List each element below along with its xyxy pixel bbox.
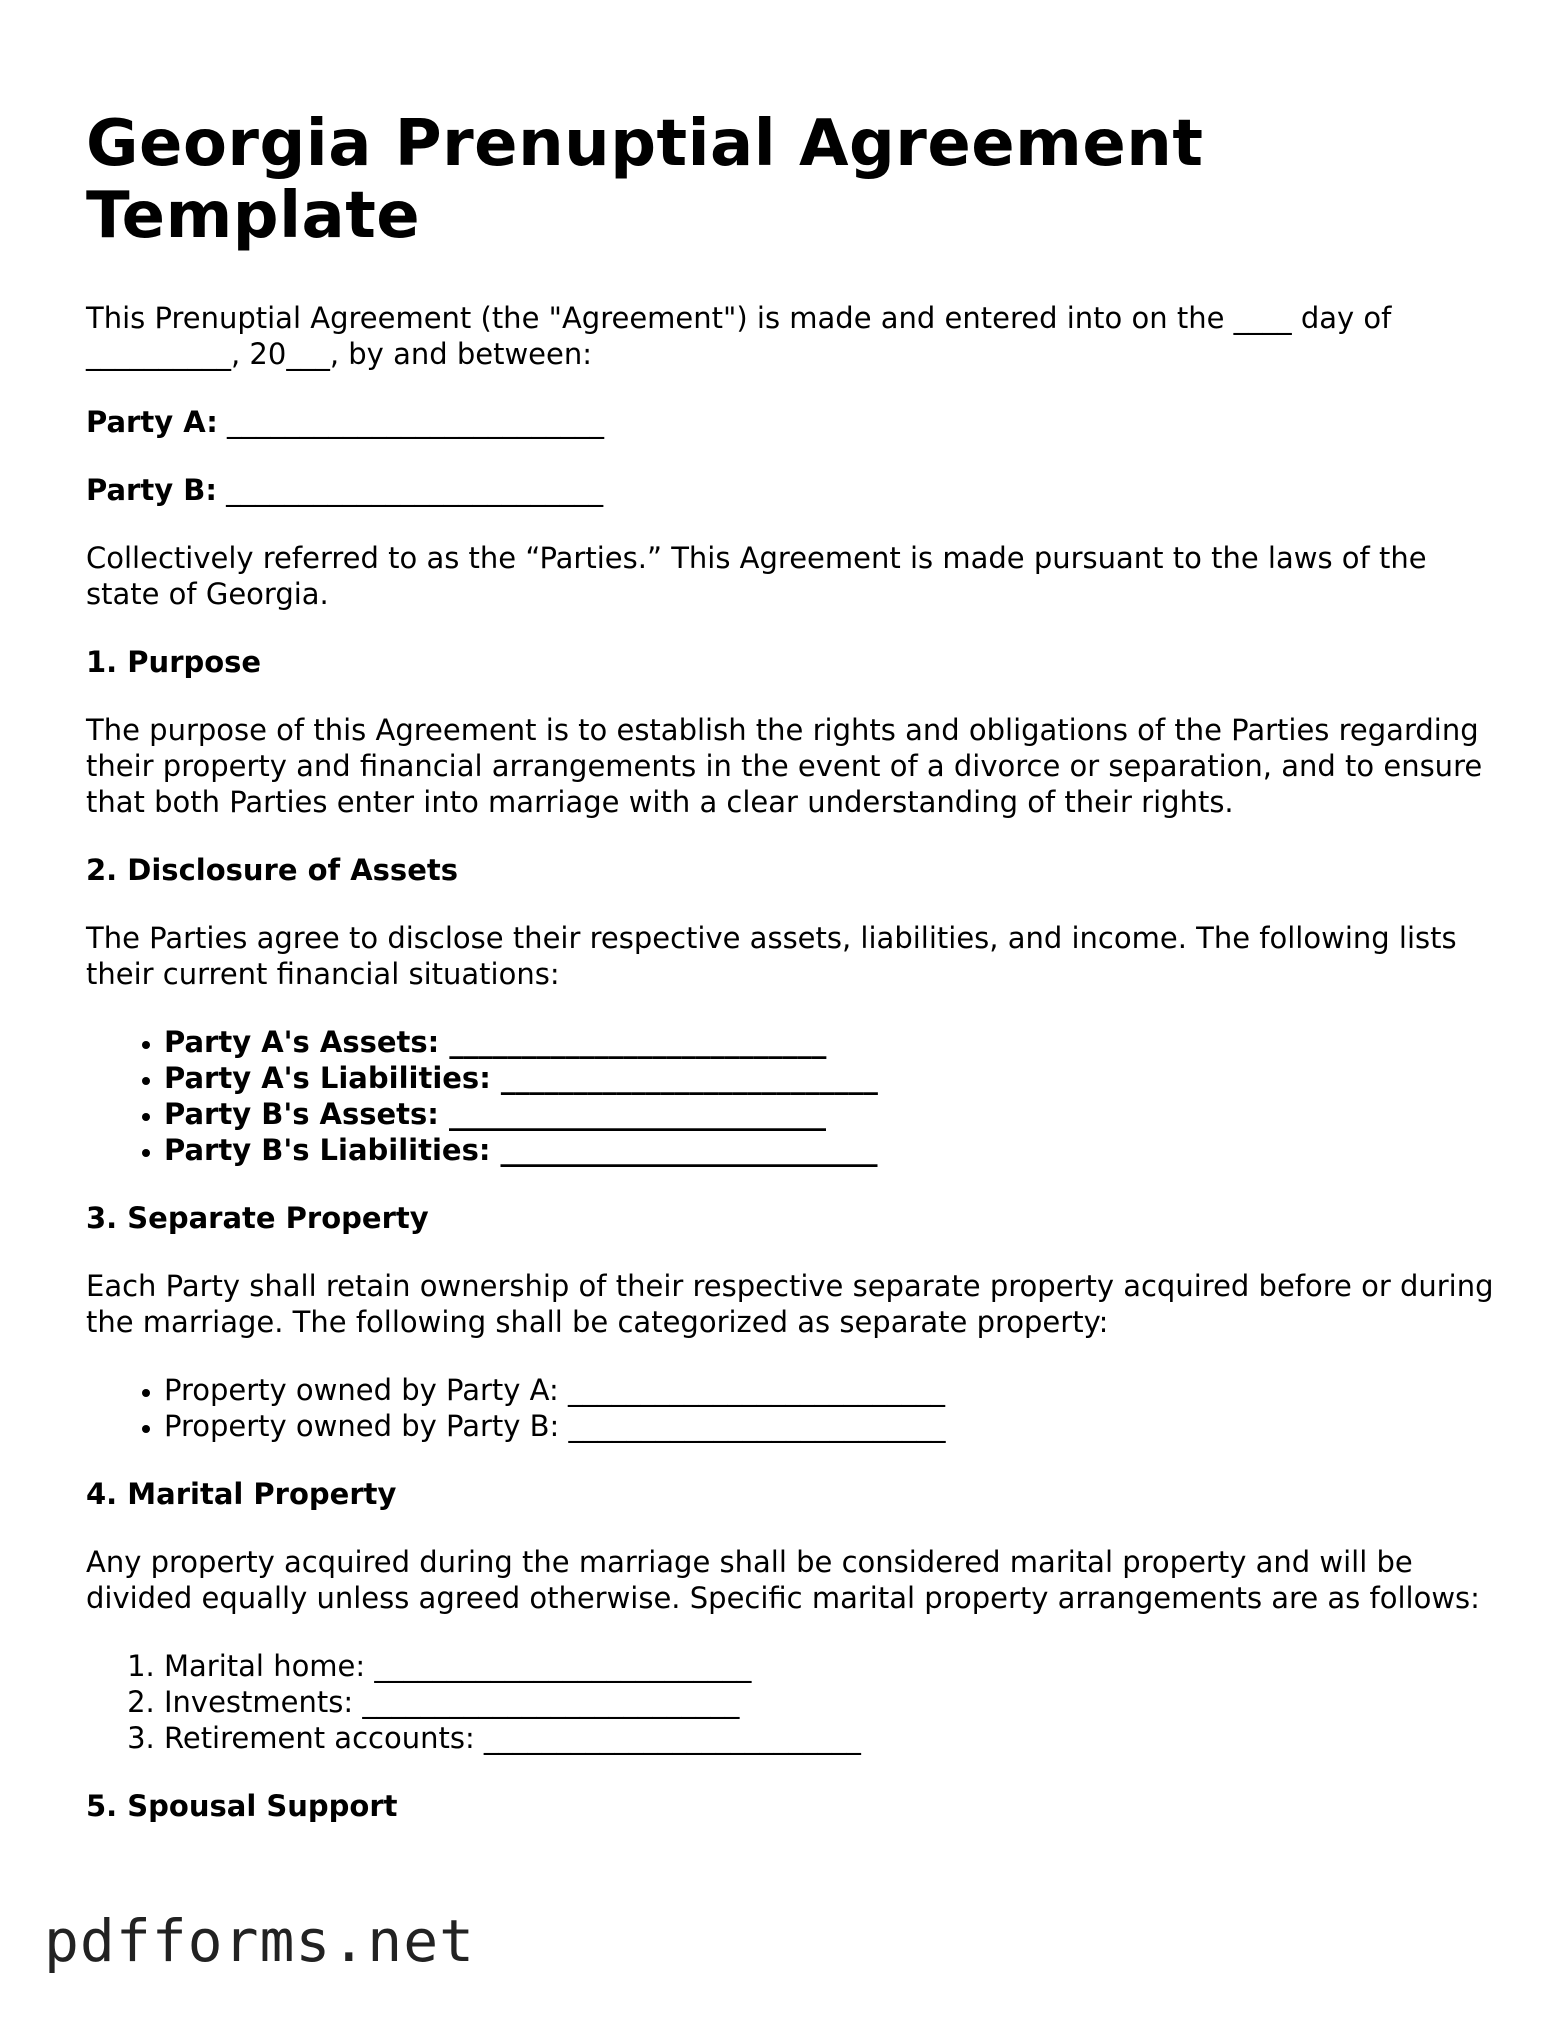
marital-property-list (86, 1648, 1496, 1756)
party-b-line (86, 472, 1496, 508)
list-item: • Party A's Liabilities: __________________________ (164, 1060, 1496, 1096)
collective-paragraph: Collectively referred to as the “Parties.” This Agreement is made pursuant to the laws of the state of Georgia. (86, 541, 1427, 611)
section-separate-text: Each Party shall retain ownership of their respective separate property acquired before or during the marriage. The following shall be categorized as separate property: (86, 1269, 1494, 1339)
section-disclosure-text: The Parties agree to disclose their respective assets, liabilities, and income. The following lists their current financial situations: (86, 921, 1457, 991)
list-item: • Party A's Assets: __________________________ (164, 1024, 1496, 1060)
party-b-label: Party B: (86, 473, 217, 507)
section-spousal-heading: 5. Spousal Support (86, 1789, 398, 1823)
party-b-blank: __________________________ (226, 473, 604, 507)
disclosure-list (86, 1024, 1496, 1168)
list-item: 3. Retirement accounts: __________________________ (164, 1720, 1496, 1756)
list-item: 1. Marital home: __________________________ (164, 1648, 1496, 1684)
document-title: Georgia Prenuptial Agreement Template (86, 107, 1204, 253)
section-purpose-heading: 1. Purpose (86, 645, 262, 679)
list-item: • Party B's Liabilities: __________________________ (164, 1132, 1496, 1168)
section-marital-text: Any property acquired during the marriage shall be considered marital property and will be divided equally unless agreed otherwise. Specific marital property arrangements are as follows: (86, 1545, 1480, 1615)
watermark-logo: pdfforms.net (44, 1907, 476, 1975)
party-a-line (86, 404, 1496, 440)
section-disclosure-heading: 2. Disclosure of Assets (86, 853, 458, 887)
party-a-blank: __________________________ (227, 405, 605, 439)
party-a-label: Party A: (86, 405, 218, 439)
list-item: 2. Investments: __________________________ (164, 1684, 1496, 1720)
list-item: • Party B's Assets: __________________________ (164, 1096, 1496, 1132)
section-purpose-text: The purpose of this Agreement is to establish the rights and obligations of the Parties regarding their property and financial arrangements in the event of a divorce or separation, and to ensure that both Parties enter into marriage with a clear understanding of their rights. (86, 713, 1483, 819)
document-page (86, 108, 1496, 1856)
intro-paragraph: This Prenuptial Agreement (the "Agreement") is made and entered into on the ____ day of __________, 20___, by and between: (86, 301, 1392, 371)
section-separate-heading: 3. Separate Property (86, 1201, 429, 1235)
section-marital-heading: 4. Marital Property (86, 1477, 397, 1511)
separate-property-list (86, 1372, 1496, 1444)
list-item: • Property owned by Party B: __________________________ (164, 1408, 1496, 1444)
list-item: • Property owned by Party A: __________________________ (164, 1372, 1496, 1408)
